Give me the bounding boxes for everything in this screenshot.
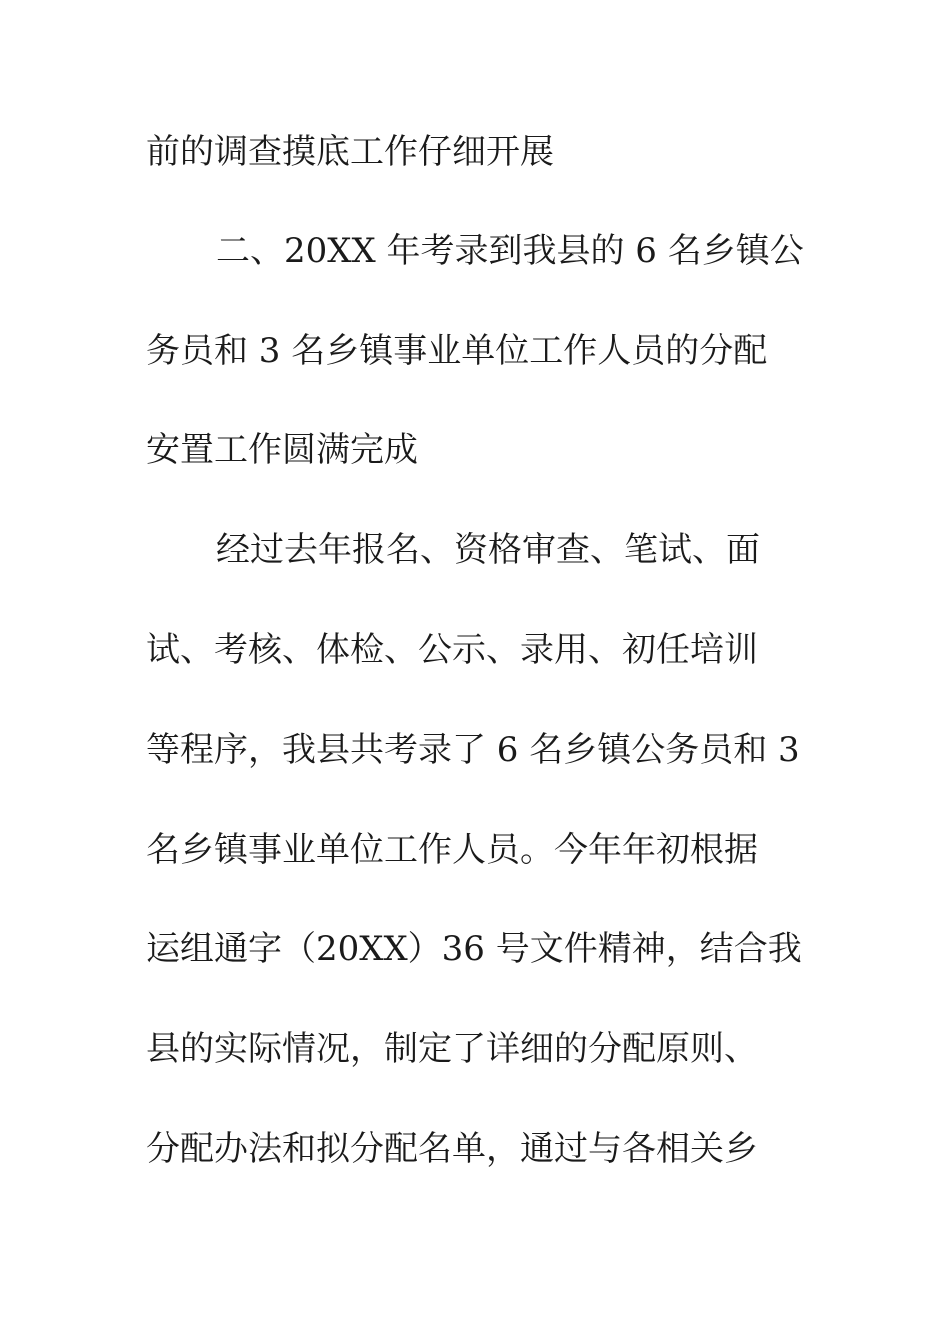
paragraph-line: 运组通字（20XX）36 号文件精神，结合我 — [146, 929, 802, 969]
paragraph-line: 试、考核、体检、公示、录用、初任培训 — [146, 630, 758, 670]
section-heading-continued: 安置工作圆满完成 — [146, 430, 418, 470]
paragraph-line: 经过去年报名、资格审查、笔试、面 — [216, 530, 760, 570]
text-line: 前的调查摸底工作仔细开展 — [146, 132, 554, 172]
paragraph-line: 县的实际情况，制定了详细的分配原则、 — [146, 1029, 758, 1069]
paragraph-line: 分配办法和拟分配名单，通过与各相关乡 — [146, 1129, 758, 1169]
paragraph-line: 等程序，我县共考录了 6 名乡镇公务员和 3 — [146, 730, 800, 770]
paragraph-line: 名乡镇事业单位工作人员。今年年初根据 — [146, 830, 758, 870]
section-heading-continued: 务员和 3 名乡镇事业单位工作人员的分配 — [146, 331, 768, 371]
section-heading: 二、20XX 年考录到我县的 6 名乡镇公 — [216, 231, 804, 271]
